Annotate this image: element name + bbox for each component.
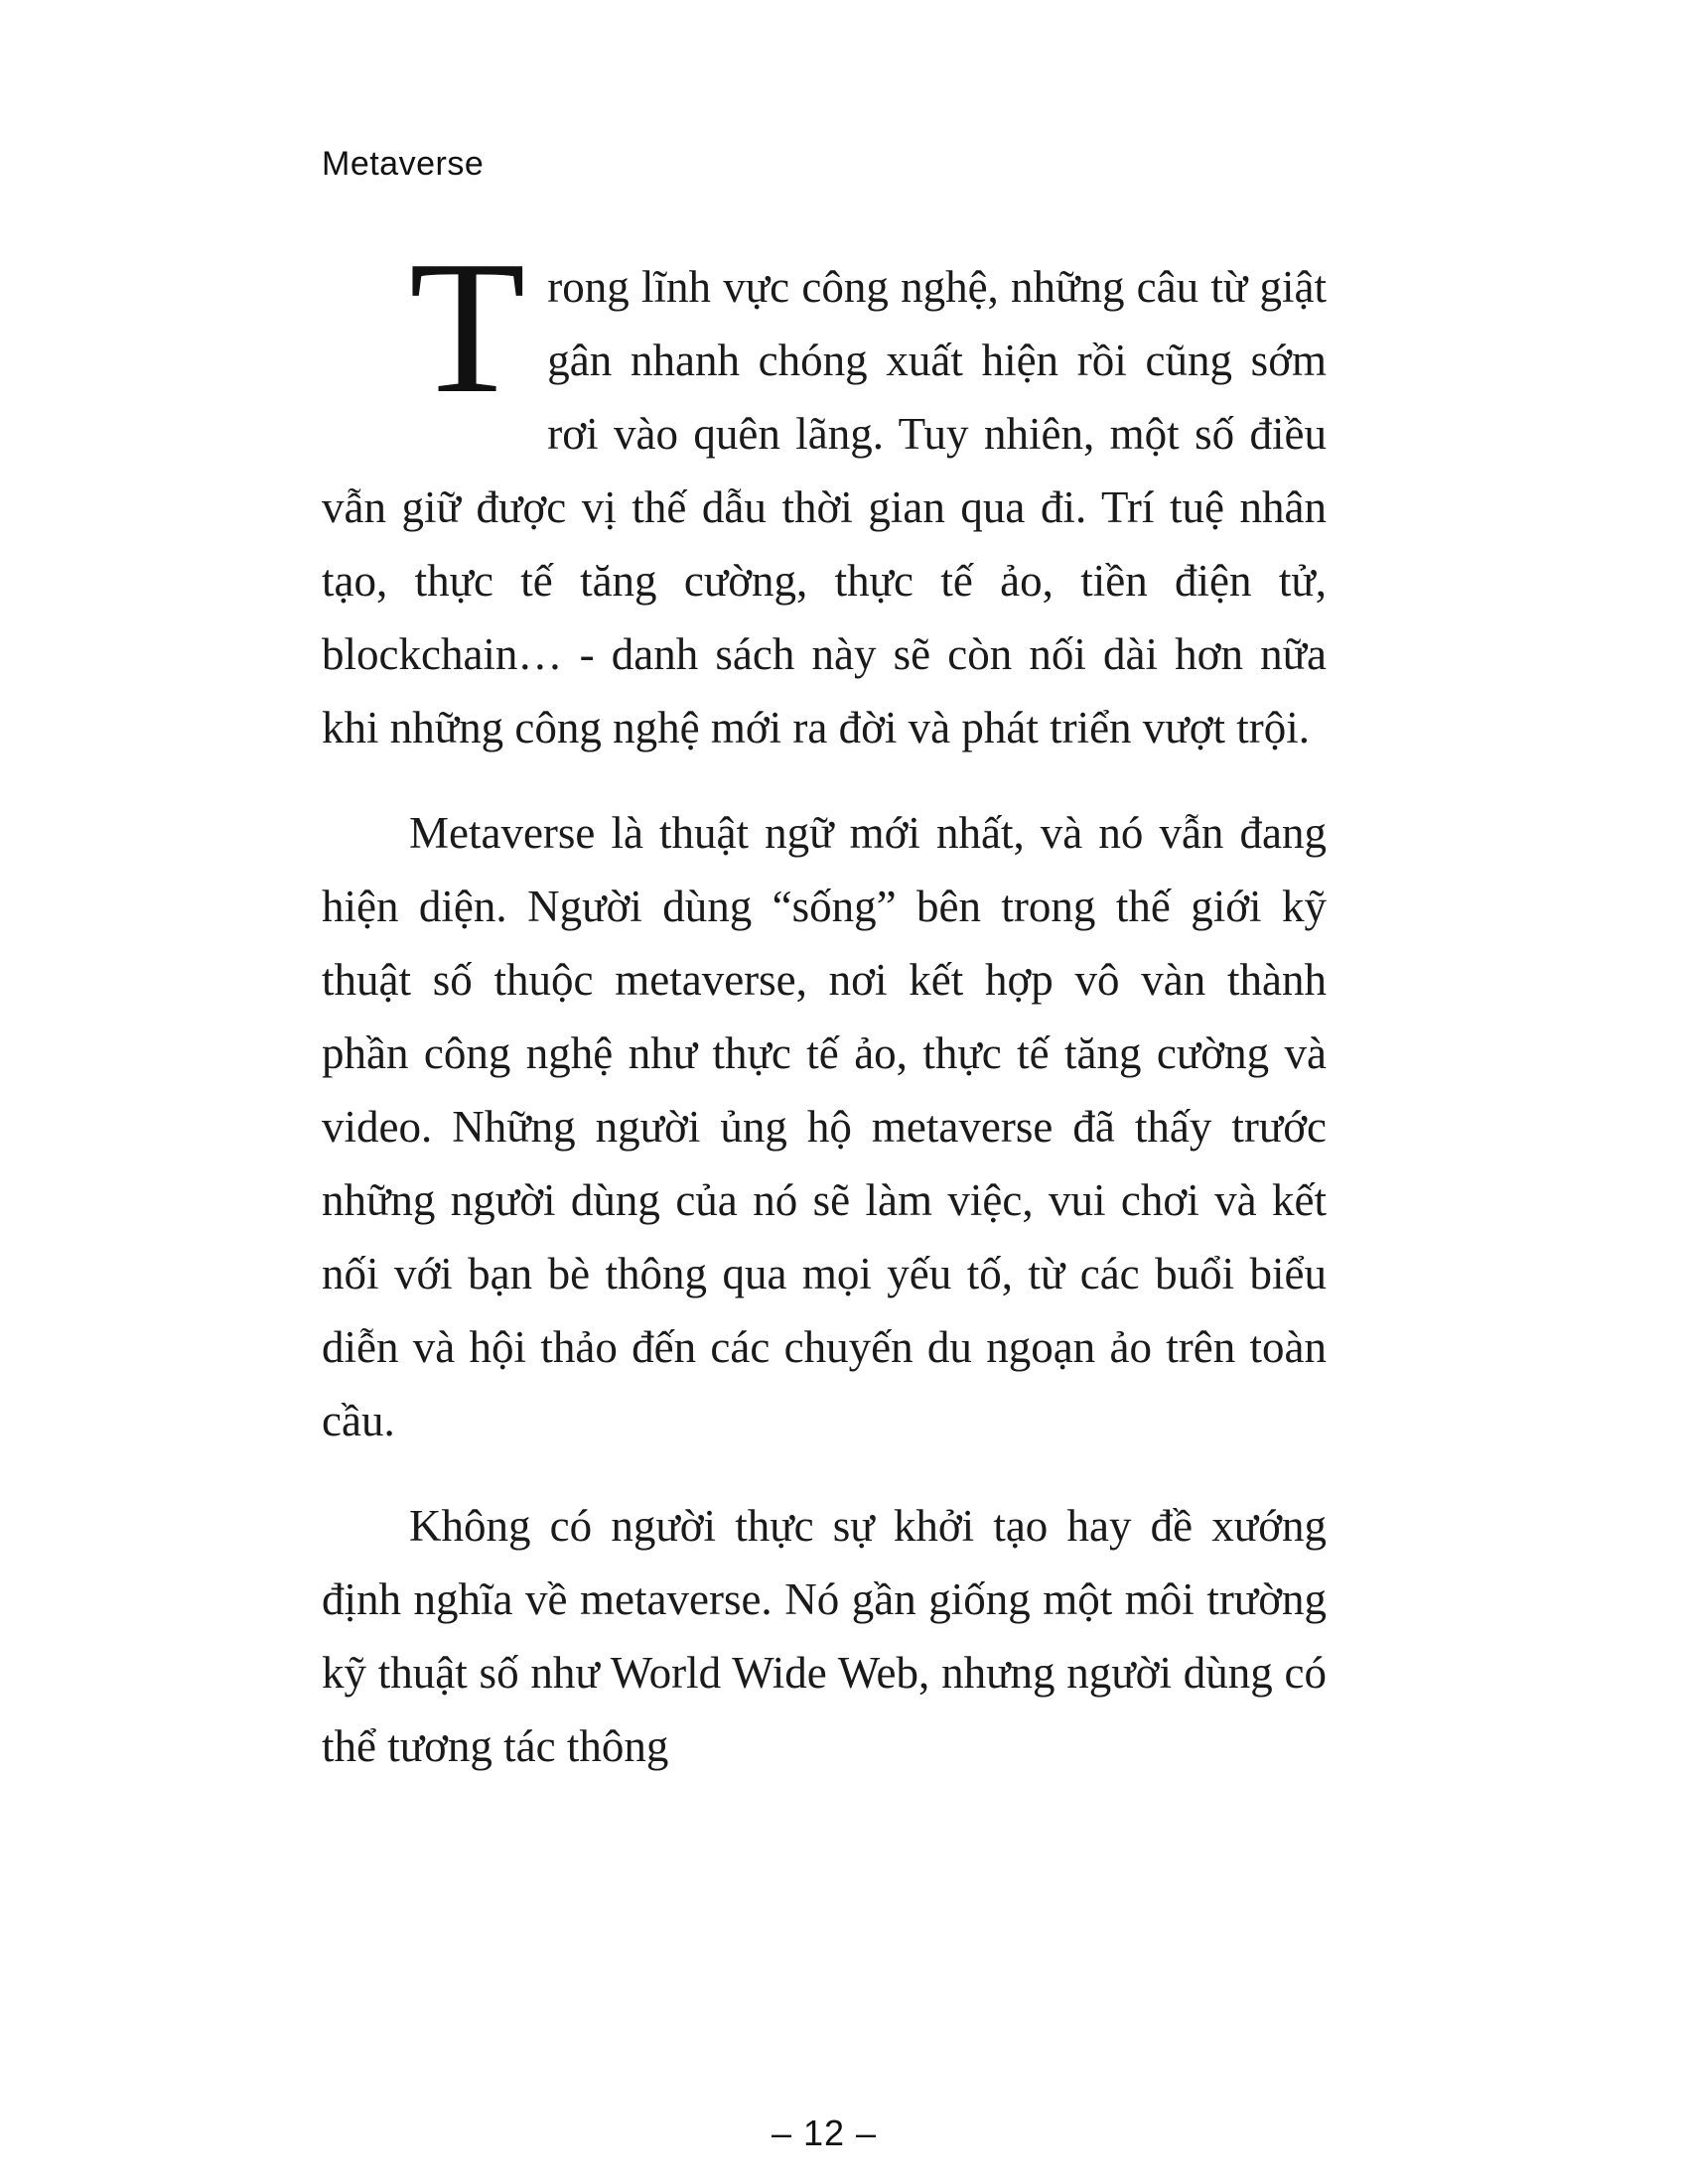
paragraph-2: Metaverse là thuật ngữ mới nhất, và nó vẫn đang hiện diện. Người dùng “sống” bên trong thế giới kỹ thuật số thuộc metaverse, nơi kết hợp vô vàn thành phần công nghệ như thực tế ảo, thực tế tăng cường và video. Những người ủng hộ metaverse đã thấy trước những người dùng của nó sẽ làm việc, vui chơi và kết nối với bạn bè thông qua mọi yếu tố, từ các buổi biểu diễn và hội thảo đến các chuyến du ngoạn ảo trên toàn cầu. bbox=[322, 808, 1327, 1445]
paragraph-1 bbox=[322, 221, 1327, 764]
running-header: Metaverse bbox=[322, 145, 485, 183]
page-number: – 12 – bbox=[771, 2113, 878, 2153]
dropcap-letter: T bbox=[409, 221, 526, 433]
paragraph-1-text: rong lĩnh vực công nghệ, những câu từ giật gân nhanh chóng xuất hiện rồi cũng sớm rơi vào quên lãng. Tuy nhiên, một số điều vẫn giữ được vị thế dẫu thời gian qua đi. Trí tuệ nhân tạo, thực tế tăng cường, thực tế ảo, tiền điện tử, blockchain… - danh sách này sẽ còn nối dài hơn nữa khi những công nghệ mới ra đời và phát triển vượt trội. bbox=[322, 262, 1327, 752]
paragraph-3: Không có người thực sự khởi tạo hay đề xướng định nghĩa về metaverse. Nó gần giống một môi trường kỹ thuật số như World Wide Web, nhưng người dùng có thể tương tác thông bbox=[322, 1501, 1327, 1771]
body-text bbox=[322, 221, 1327, 1815]
